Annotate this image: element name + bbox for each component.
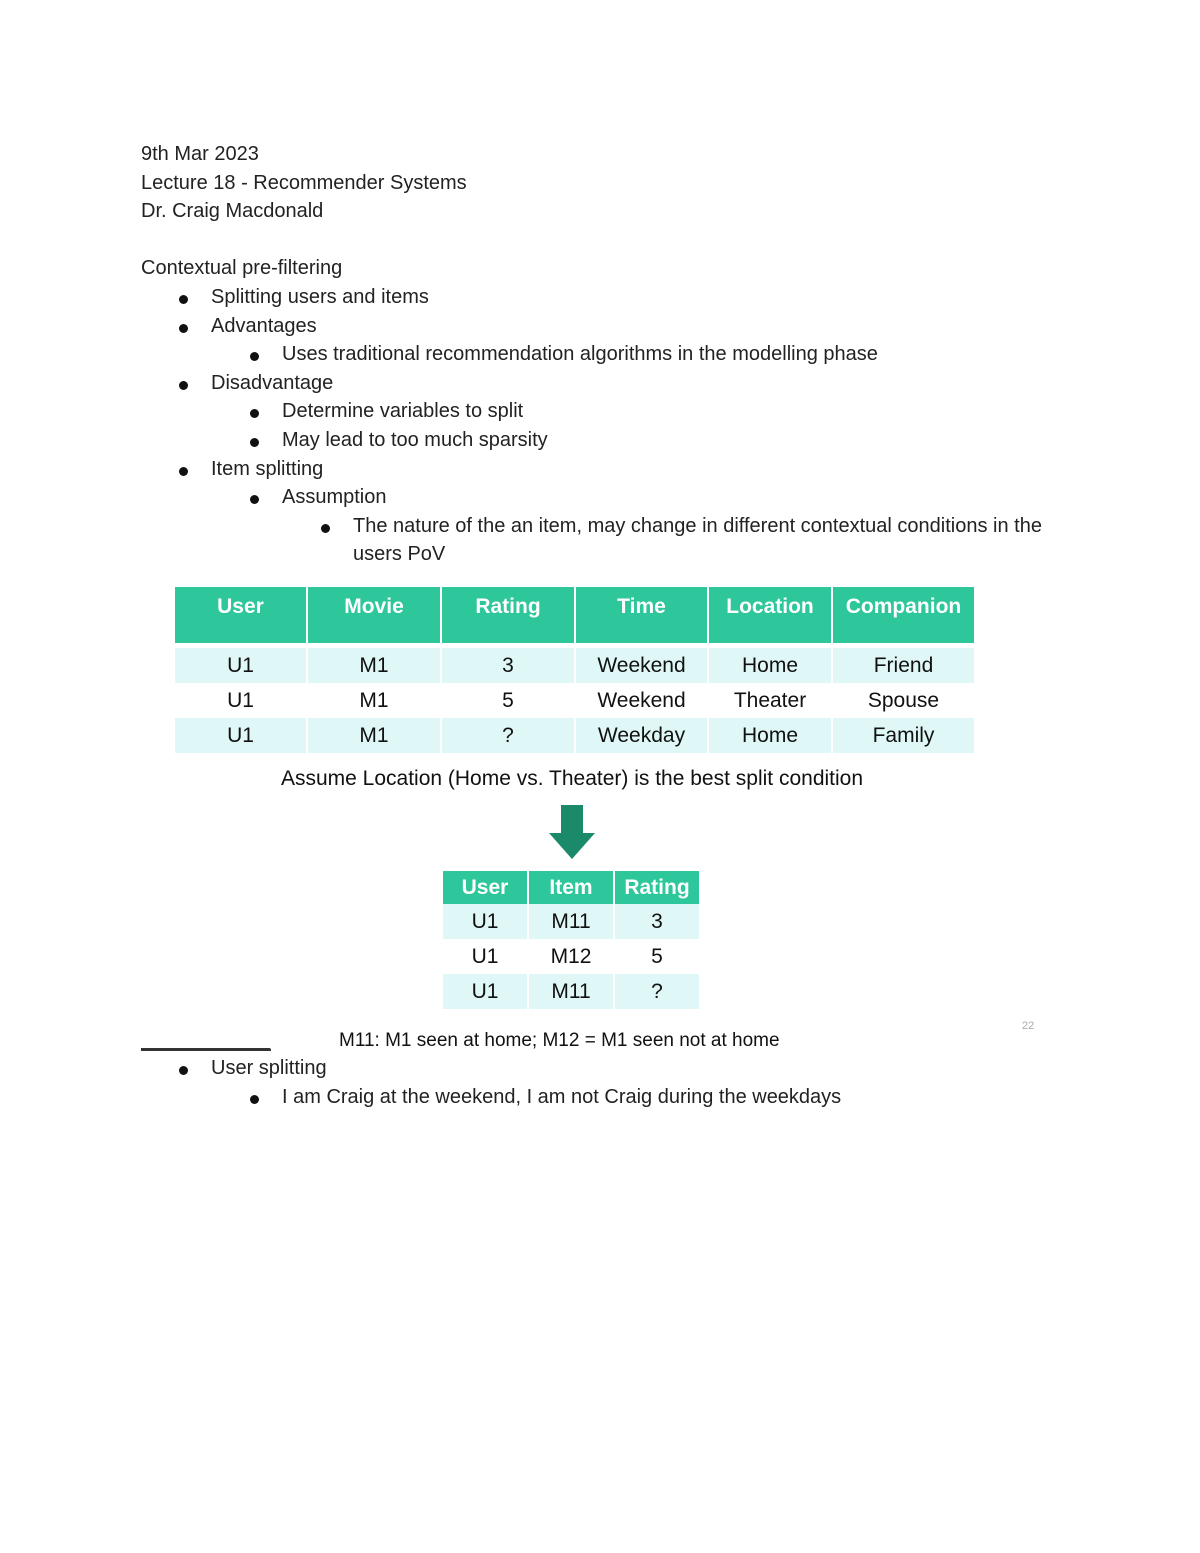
lecturer-name: Dr. Craig Macdonald <box>141 200 324 223</box>
bullet-icon <box>250 495 259 504</box>
table-row <box>443 939 699 974</box>
context-ratings-table <box>173 587 976 753</box>
column-header: Item <box>529 871 613 904</box>
table-cell: M1 <box>308 683 440 718</box>
bullet-icon <box>179 324 188 333</box>
table-cell: 5 <box>442 683 574 718</box>
table-cell: Home <box>709 648 831 683</box>
list-item-text: Disadvantage <box>211 371 334 394</box>
list-item <box>141 1083 1061 1112</box>
table-cell: M11 <box>529 974 613 1009</box>
bullet-icon <box>179 295 188 304</box>
list-item-text: Determine variables to split <box>282 400 524 423</box>
lecture-title: Lecture 18 - Recommender Systems <box>141 171 467 194</box>
column-header: Companion <box>833 587 974 643</box>
bullet-icon <box>321 524 330 533</box>
bullet-icon <box>250 438 259 447</box>
note-date: 9th Mar 2023 <box>141 143 259 165</box>
list-item <box>141 312 1061 341</box>
list-item-text: May lead to too much sparsity <box>282 428 548 451</box>
bullet-icon <box>179 1066 188 1075</box>
table-header-row <box>443 871 699 904</box>
column-header: Time <box>576 587 707 643</box>
bullet-icon <box>179 381 188 390</box>
table-cell: U1 <box>175 683 306 718</box>
table-cell: U1 <box>443 904 527 939</box>
table-cell: 3 <box>442 648 574 683</box>
column-header: Rating <box>442 587 574 643</box>
table-cell: U1 <box>443 939 527 974</box>
slide-page-number: 22 <box>1022 1020 1035 1032</box>
table-cell: U1 <box>443 974 527 1009</box>
bullet-icon <box>179 467 188 476</box>
divider <box>141 1048 271 1051</box>
table-cell: M12 <box>529 939 613 974</box>
bullet-icon <box>250 352 259 361</box>
list-item-text: Advantages <box>211 314 317 337</box>
table-cell: Friend <box>833 648 974 683</box>
list-item-text: User splitting <box>211 1057 327 1079</box>
list-item <box>141 369 1061 398</box>
list-item-text: I am Craig at the weekend, I am not Craig during the weekdays <box>282 1085 842 1108</box>
list-item-text: Assumption <box>282 486 387 509</box>
table-header-row <box>175 587 974 643</box>
list-item-text: Splitting users and items <box>211 285 429 308</box>
table-cell: 3 <box>615 904 699 939</box>
table-cell: Weekend <box>576 683 707 718</box>
item-split-table <box>441 871 701 1009</box>
lecture-notes-continued <box>141 1054 1061 1111</box>
table-cell: 5 <box>615 939 699 974</box>
list-item <box>141 426 1061 455</box>
table-row <box>175 683 974 718</box>
table-cell: U1 <box>175 718 306 753</box>
lecture-notes <box>141 140 1061 569</box>
column-header: Movie <box>308 587 440 643</box>
table-cell: ? <box>442 718 574 753</box>
table-cell: M11 <box>529 904 613 939</box>
list-item-text: Item splitting <box>211 457 324 480</box>
table-row <box>443 974 699 1009</box>
section-title: Contextual pre-filtering <box>141 257 343 280</box>
table-cell: Weekday <box>576 718 707 753</box>
list-item-text: The nature of the an item, may change in different contextual conditions in the users PoV <box>353 514 1042 566</box>
list-item <box>141 397 1061 426</box>
list-item-text: Uses traditional recommendation algorithms in the modelling phase <box>282 343 878 366</box>
bullet-icon <box>250 409 259 418</box>
table-cell: M1 <box>308 648 440 683</box>
list-item <box>141 455 1061 484</box>
column-header: Location <box>709 587 831 643</box>
table-cell: U1 <box>175 648 306 683</box>
list-item <box>141 1054 1061 1083</box>
embedded-slide <box>141 575 1061 1055</box>
table-cell: Home <box>709 718 831 753</box>
column-header: Rating <box>615 871 699 904</box>
list-item <box>141 283 1061 312</box>
list-item <box>141 512 1061 569</box>
table-cell: Family <box>833 718 974 753</box>
spacer <box>141 226 1061 255</box>
bullet-icon <box>250 1095 259 1104</box>
table-cell: Spouse <box>833 683 974 718</box>
list-item <box>141 483 1061 512</box>
list-item <box>141 340 1061 369</box>
table-row <box>175 718 974 753</box>
table-cell: ? <box>615 974 699 1009</box>
table-cell: M1 <box>308 718 440 753</box>
column-header: User <box>175 587 306 643</box>
table-row <box>443 904 699 939</box>
table-row <box>175 648 974 683</box>
table-cell: Theater <box>709 683 831 718</box>
arrow-down-icon <box>549 805 595 859</box>
slide-footnote: M11: M1 seen at home; M12 = M1 seen not at home <box>339 1030 780 1051</box>
table-cell: Weekend <box>576 648 707 683</box>
column-header: User <box>443 871 527 904</box>
split-condition-caption: Assume Location (Home vs. Theater) is the best split condition <box>280 767 864 790</box>
